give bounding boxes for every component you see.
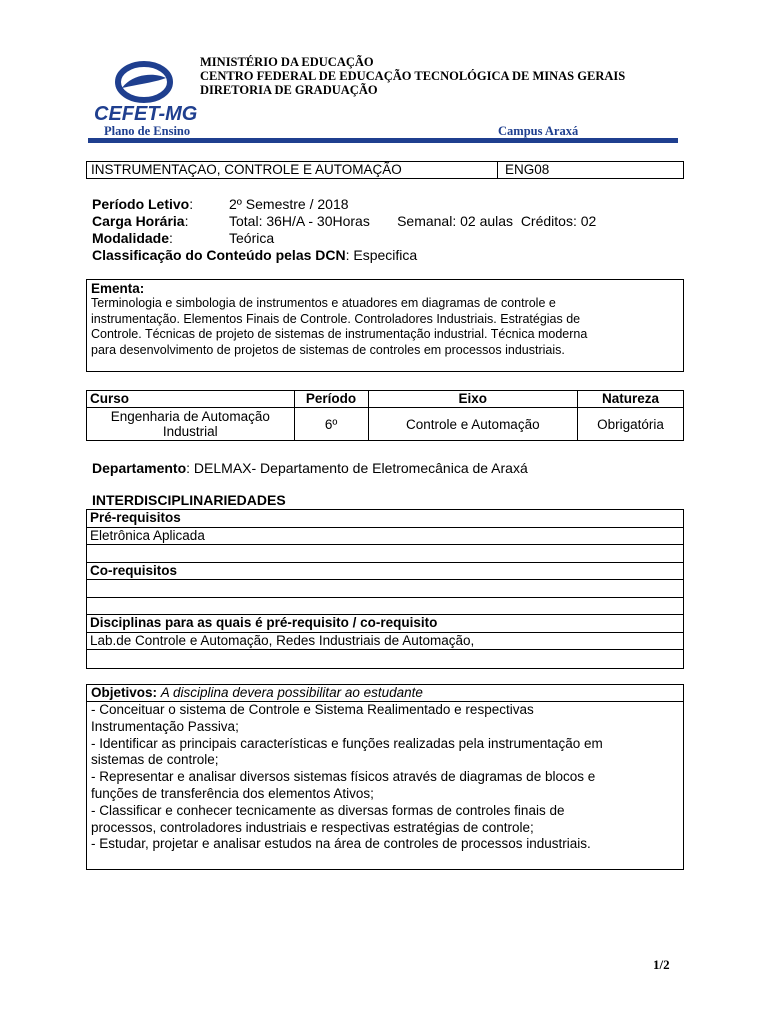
header-directorate: DIRETORIA DE GRADUAÇÃO [200, 83, 378, 97]
classificacao-value: Especifica [353, 247, 418, 263]
objetivos-label: Objetivos: [91, 685, 158, 700]
course-table-header [87, 391, 684, 408]
col-header-natureza: Natureza [578, 391, 684, 408]
curso-line-1: Engenharia de Automação [110, 409, 270, 424]
classificacao-line: Classificação do Conteúdo pelas DCN: Especifica [92, 247, 418, 263]
cell-eixo: Controle e Automação [368, 408, 578, 441]
departamento-label: Departamento [92, 460, 187, 476]
objetivo-line: - Representar e analisar diversos sistemas físicos através de diagramas de blocos e [91, 769, 596, 785]
pre-requisito-value [87, 545, 683, 563]
cefet-mg-logo [92, 60, 202, 124]
ementa-box [86, 279, 684, 372]
curso-line-2: Industrial [162, 424, 218, 439]
modalidade-value: Teórica [229, 230, 275, 246]
discipline-name: INSTRUMENTAÇAO, CONTROLE E AUTOMAÇÃO [91, 162, 402, 177]
page-number: 1/2 [653, 957, 670, 972]
disciplinas-value [87, 650, 683, 668]
ementa-text [91, 296, 679, 358]
interdisciplinaridades-title: INTERDISCIPLINARIEDADES [92, 492, 286, 508]
disciplinas-value: Lab.de Controle e Automação, Redes Industriais de Automação, [87, 633, 683, 651]
interdisciplinaridades-table [86, 509, 684, 669]
modalidade-label: Modalidade [92, 230, 170, 246]
logo-text: CEFET-MG [94, 103, 198, 124]
pre-requisitos-label: Pré-requisitos [87, 510, 683, 528]
cell-natureza: Obrigatória [578, 408, 684, 441]
ementa-label: Ementa: [91, 281, 145, 296]
periodo-line: Período Letivo: 2º Semestre / 2018 [92, 196, 349, 212]
disciplinas-label: Disciplinas para as quais é pré-requisito / co-requisito [87, 615, 683, 633]
objetivo-line: sistemas de controle; [91, 752, 219, 768]
ementa-line: instrumentação. Elementos Finais de Controle. Controladores Industriais. Estratégias de [91, 311, 581, 326]
col-header-eixo: Eixo [368, 391, 578, 408]
modalidade-line: Modalidade: Teórica [92, 230, 275, 246]
periodo-label: Período Letivo [92, 196, 190, 212]
objetivos-intro: A disciplina devera possibilitar ao estudante [160, 685, 423, 700]
campus-label: Campus Araxá [498, 124, 579, 138]
departamento-value: DELMAX- Departamento de Eletromecânica de Araxá [193, 460, 528, 476]
departamento-line: Departamento: DELMAX- Departamento de Eletromecânica de Araxá [92, 460, 528, 476]
header-rule [88, 138, 678, 143]
col-header-periodo: Período [294, 391, 368, 408]
ementa-line: para desenvolvimento de projetos de sistemas de controles em processos industriais. [91, 342, 565, 357]
pre-requisito-value: Eletrônica Aplicada [87, 528, 683, 546]
objetivo-line: Instrumentação Passiva; [91, 718, 239, 734]
objetivo-line: processos, controladores industriais e respectivas estratégias de controle; [91, 819, 534, 835]
col-header-curso: Curso [87, 391, 295, 408]
objetivo-line: - Classificar e conhecer tecnicamente as diversas formas de controles finais de [91, 802, 565, 818]
header-ministry: MINISTÉRIO DA EDUCAÇÃO [200, 55, 374, 69]
plano-label: Plano de Ensino [104, 124, 191, 138]
objetivo-line: - Estudar, projetar e analisar estudos na área de controles de processos industriais. [91, 836, 591, 852]
carga-line: Carga Horária: Total: 36H/A - 30Horas Semanal: 02 aulas Créditos: 02 [92, 213, 597, 229]
discipline-title-box [86, 161, 684, 179]
table-row [87, 408, 684, 441]
objetivos-header [87, 685, 683, 702]
objetivo-line: - Conceituar o sistema de Controle e Sistema Realimentado e respectivas [91, 702, 534, 717]
discipline-code: ENG08 [505, 162, 550, 177]
course-table [86, 390, 684, 441]
ementa-line: Controle. Técnicas de projeto de sistemas de instrumentação industrial. Técnica moderna [91, 327, 588, 341]
carga-label: Carga Horária [92, 213, 185, 229]
objetivos-box [86, 684, 684, 870]
periodo-value: 2º Semestre / 2018 [229, 196, 349, 212]
classificacao-label: Classificação do Conteúdo pelas DCN [92, 247, 346, 263]
title-separator [497, 162, 498, 178]
co-requisito-value [87, 598, 683, 616]
cell-curso [87, 408, 295, 441]
header-institution: CENTRO FEDERAL DE EDUCAÇÃO TECNOLÓGICA DE MINAS GERAIS [200, 69, 626, 83]
objetivos-body [87, 702, 683, 853]
objetivo-line: funções de transferência dos elementos Ativos; [91, 785, 374, 801]
co-requisito-value [87, 580, 683, 598]
header-lines [200, 55, 625, 97]
co-requisitos-label: Co-requisitos [87, 563, 683, 581]
ementa-line: Terminologia e simbologia de instrumentos e atuadores em diagramas de controle e [91, 296, 556, 310]
cell-periodo: 6º [294, 408, 368, 441]
objetivo-line: - Identificar as principais características e funções realizadas pela instrumentação em [91, 735, 603, 751]
carga-value: Total: 36H/A - 30Horas Semanal: 02 aulas Créditos: 02 [229, 213, 597, 229]
